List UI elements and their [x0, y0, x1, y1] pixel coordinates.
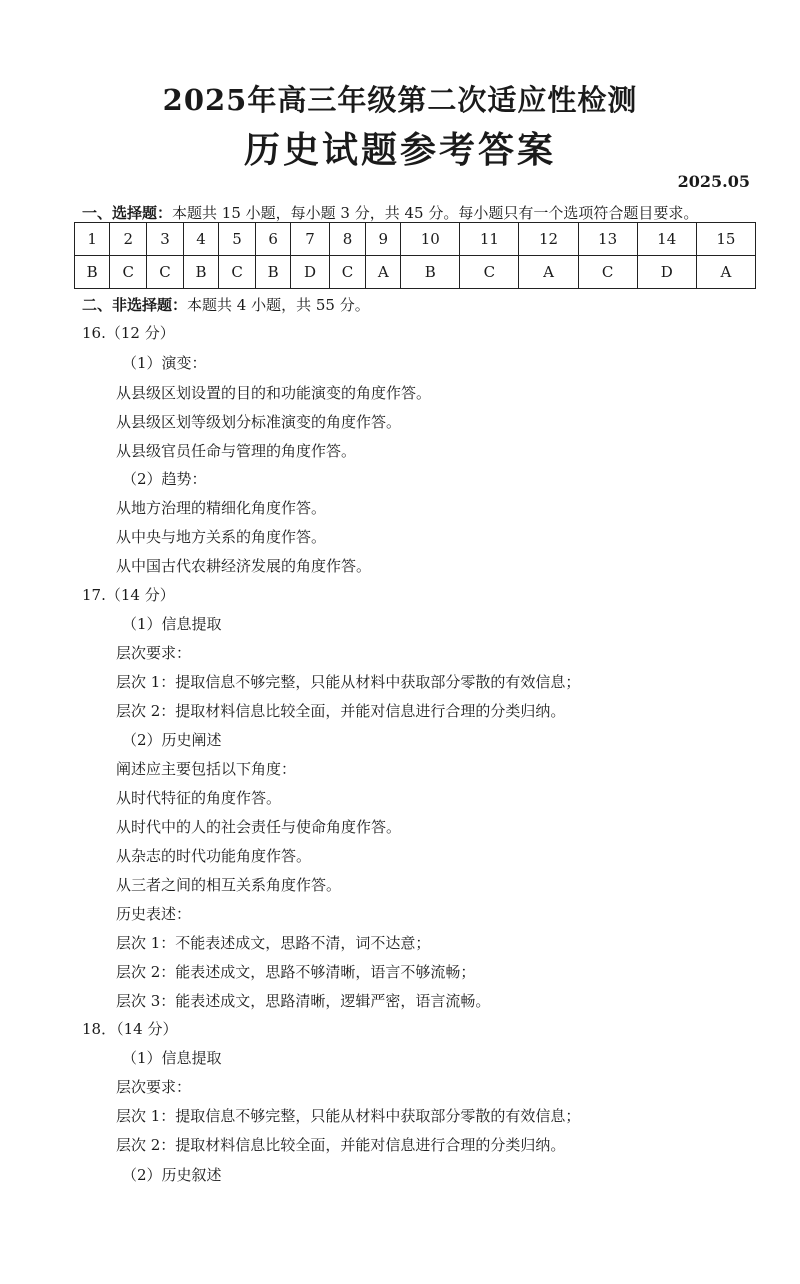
question-number: 15: [696, 223, 755, 256]
exam-title: 2025年高三年级第二次适应性检测: [162, 83, 638, 117]
answer-cell: B: [183, 256, 218, 289]
answer-cell: D: [637, 256, 696, 289]
q17-part2-label: （2）历史阐述: [122, 731, 222, 749]
q16-part1-line: 从县级区划设置的目的和功能演变的角度作答。: [116, 384, 432, 402]
q17-part2-line: 层次 3：能表述成文，思路清晰，逻辑严密，语言流畅。: [116, 992, 491, 1010]
answer-cell: D: [291, 256, 329, 289]
q16-part2-label: （2）趋势：: [122, 470, 207, 488]
question-number: 14: [637, 223, 696, 256]
answer-cell: C: [147, 256, 184, 289]
q16-part2-line: 从中央与地方关系的角度作答。: [116, 528, 327, 546]
question-number-row: [75, 223, 756, 256]
answer-cell: C: [460, 256, 519, 289]
question-number: 6: [255, 223, 290, 256]
section2-text: 本题共 4 小题，共 55 分。: [187, 296, 370, 314]
section1-text: 本题共 15 小题，每小题 3 分，共 45 分。每小题只有一个选项符合题目要求。: [172, 204, 699, 222]
q18-part1-label: （1）信息提取: [122, 1049, 222, 1067]
q16-part2-line: 从中国古代农耕经济发展的角度作答。: [116, 557, 372, 575]
exam-date: 2025.05: [677, 172, 750, 191]
answer-cell: B: [255, 256, 290, 289]
q16-part1-label: （1）演变：: [122, 354, 207, 372]
question-number: 8: [329, 223, 366, 256]
q18-part1-line: 层次 1：提取信息不够完整，只能从材料中获取部分零散的有效信息；: [116, 1107, 581, 1125]
answer-cell: B: [75, 256, 110, 289]
answer-cell: C: [110, 256, 147, 289]
question-number: 4: [183, 223, 218, 256]
q17-part1-label: （1）信息提取: [122, 615, 222, 633]
q16-part2-line: 从地方治理的精细化角度作答。: [116, 499, 327, 517]
q18-label: 18．（14 分）: [82, 1020, 178, 1038]
q18-part2-label: （2）历史叙述: [122, 1166, 222, 1184]
q17-part2-line: 从三者之间的相互关系角度作答。: [116, 876, 342, 894]
question-number: 13: [578, 223, 637, 256]
answer-cell: A: [366, 256, 401, 289]
question-number: 1: [75, 223, 110, 256]
q16-label: 16.（12 分）: [82, 324, 175, 342]
question-number: 11: [460, 223, 519, 256]
answer-cell: A: [519, 256, 578, 289]
answer-cell: C: [329, 256, 366, 289]
answer-key-title: 历史试题参考答案: [243, 129, 556, 171]
question-number: 2: [110, 223, 147, 256]
q16-part1-line: 从县级官员任命与管理的角度作答。: [116, 442, 357, 460]
q18-part1-line: 层次 2：提取材料信息比较全面，并能对信息进行合理的分类归纳。: [116, 1136, 566, 1154]
question-number: 12: [519, 223, 578, 256]
answer-cell: B: [401, 256, 460, 289]
section1-label: 一、选择题：: [82, 204, 173, 222]
question-number: 9: [366, 223, 401, 256]
q17-part2-line: 层次 1：不能表述成文，思路不清，词不达意；: [116, 934, 431, 952]
q17-part2-line: 从杂志的时代功能角度作答。: [116, 847, 312, 865]
question-number: 3: [147, 223, 184, 256]
section1-heading: [82, 202, 698, 223]
answer-cell: C: [578, 256, 637, 289]
question-number: 7: [291, 223, 329, 256]
section2-heading: [82, 294, 370, 315]
question-number: 5: [219, 223, 256, 256]
answer-cell: C: [219, 256, 256, 289]
answer-table: [74, 222, 756, 289]
question-number: 10: [401, 223, 460, 256]
q18-part1-line: 层次要求：: [116, 1078, 192, 1096]
q16-part1-line: 从县级区划等级划分标准演变的角度作答。: [116, 413, 402, 431]
q17-part1-line: 层次要求：: [116, 644, 192, 662]
q17-label: 17.（14 分）: [82, 586, 175, 604]
q17-part2-line: 层次 2：能表述成文，思路不够清晰，语言不够流畅；: [116, 963, 476, 981]
answer-cell: A: [696, 256, 755, 289]
q17-part2-line: 历史表述：: [116, 905, 192, 923]
q17-part1-line: 层次 1：提取信息不够完整，只能从材料中获取部分零散的有效信息；: [116, 673, 581, 691]
q17-part2-line: 阐述应主要包括以下角度：: [116, 760, 297, 778]
q17-part1-line: 层次 2：提取材料信息比较全面，并能对信息进行合理的分类归纳。: [116, 702, 566, 720]
q17-part2-line: 从时代特征的角度作答。: [116, 789, 282, 807]
section2-label: 二、非选择题：: [82, 296, 188, 314]
answer-row: [75, 256, 756, 289]
q17-part2-line: 从时代中的人的社会责任与使命角度作答。: [116, 818, 402, 836]
